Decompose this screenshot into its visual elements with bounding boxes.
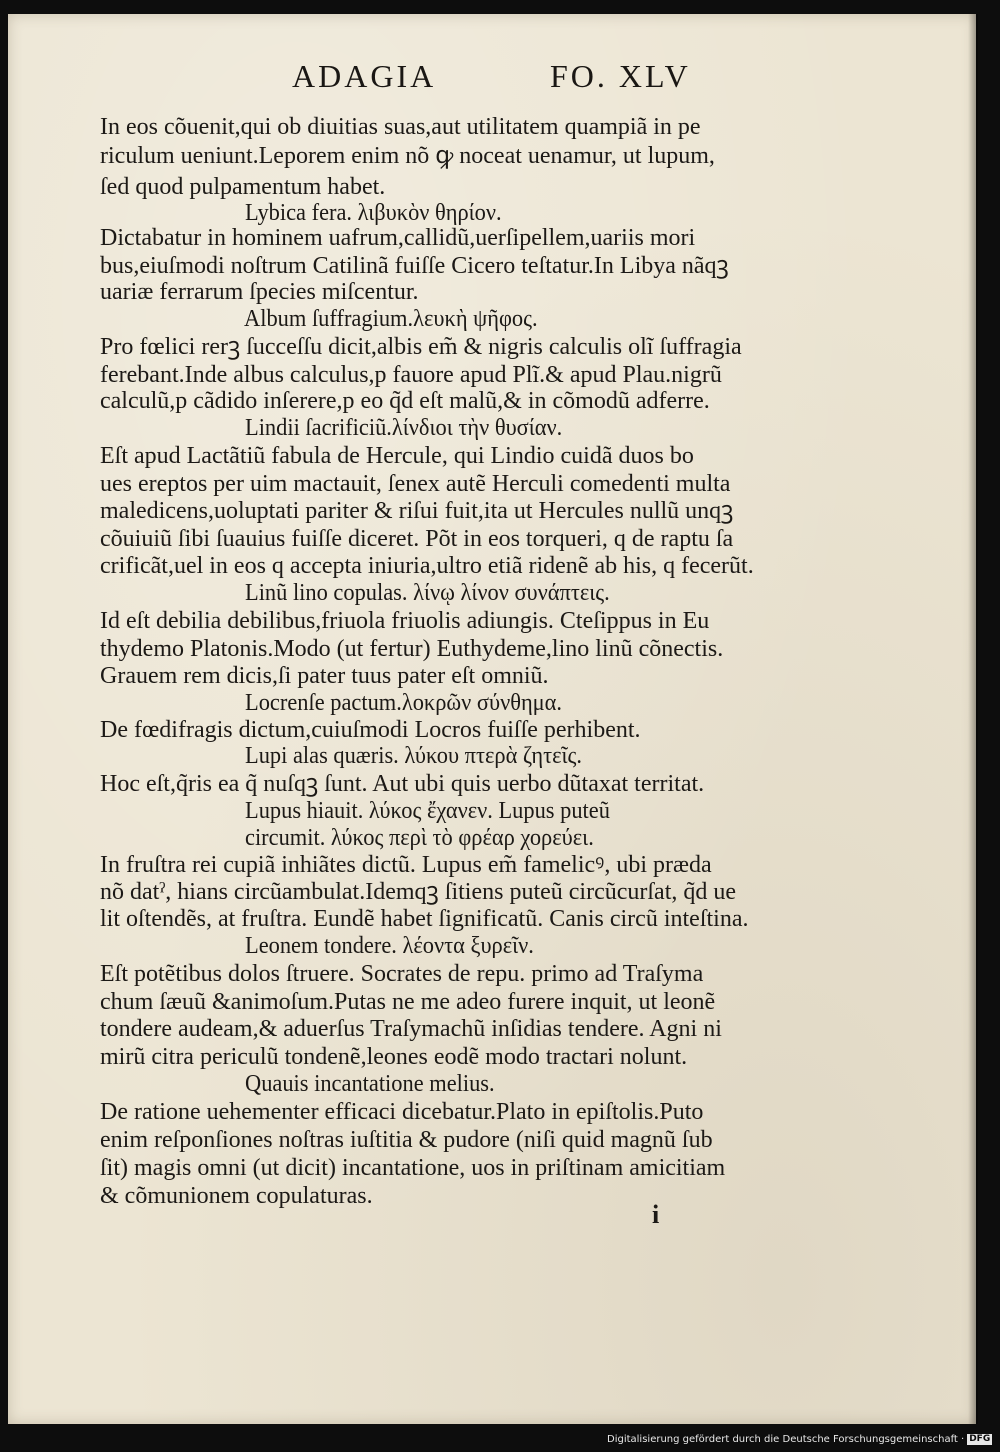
text-line: Locrenſe pactum.λοκρῶν σύνθημα.: [245, 690, 563, 716]
text-line: Eſt potẽtibus dolos ſtruere. Socrates de repu. primo ad Traſyma: [100, 961, 704, 987]
text-line: riculum ueniunt.Leporem enim nõ ꝙ noceat uenamur, ut lupum,: [100, 143, 715, 169]
folio-number: FO. XLV: [550, 58, 691, 94]
signature-mark: i: [652, 1200, 660, 1229]
text-line: tondere audeam,& aduerſus Traſymachũ inſidias tendere. Agni ni: [100, 1016, 722, 1042]
text-line: ſed quod pulpamentum habet.: [100, 174, 386, 200]
text-line: lit oſtendẽs, at fruſtra. Eundẽ habet ſignificatũ. Canis circũ inteſtina.: [100, 906, 749, 932]
text-line: Grauem rem dicis,ſi pater tuus pater eſt omniũ.: [100, 663, 549, 689]
dfg-logo: DFG: [969, 1433, 991, 1444]
text-line: Lybica fera. λιβυκὸν θηρίον.: [245, 200, 502, 226]
text-line: De ratione uehementer efficaci dicebatur.Plato in epiſtolis.Puto: [100, 1099, 704, 1125]
text-line: Leonem tondere. λέοντα ξυρεῖν.: [245, 933, 534, 959]
text-line: bus,eiuſmodi noſtrum Catilinã fuiſſe Cicero teſtatur.In Libya nãqꝫ: [100, 253, 729, 279]
text-line: Id eſt debilia debilibus,friuola friuolis adiungis. Cteſippus in Eu: [100, 608, 710, 634]
text-line: Dictabatur in hominem uafrum,callidũ,uerſipellem,uariis mori: [100, 225, 696, 251]
text-line: ſit) magis omni (ut dicit) incantatione, uos in priſtinam amicitiam: [100, 1155, 726, 1181]
text-line: In fruſtra rei cupiã inhiãtes dictũ. Lupus em̃ famelicꝰ, ubi præda: [100, 852, 712, 878]
text-line: Album ſuffragium.λευκὴ ψῆφος.: [244, 306, 538, 332]
text-line: ues ereptos per uim mactauit, ſenex autẽ Herculi comedenti multa: [100, 471, 731, 497]
text-line: mirũ citra periculũ tondenẽ,leones eodẽ modo tractari nolunt.: [100, 1044, 688, 1070]
text-line: Pro fœlici rerꝫ ſucceſſu dicit,albis em̃ & nigris calculis olĩ ſuffragia: [100, 334, 742, 360]
running-head-title: ADAGIA: [292, 58, 437, 94]
text-line: Lupus hiauit. λύκος ἔχανεν. Lupus puteũ: [245, 798, 610, 824]
text-line: & cõmunionem copulaturas.: [100, 1183, 373, 1209]
text-line: chum ſæuũ &animoſum.Putas ne me adeo furere inquit, ut leonẽ: [100, 989, 716, 1015]
digitization-credit: [607, 1433, 992, 1447]
text-line: maledicens,uoluptati pariter & riſui fuit,ita ut Hercules nullũ unqꝫ: [100, 498, 734, 524]
text-line: cõuiuiũ ſibi ſuauius fuiſſe diceret. Põt in eos torqueri, q de raptu ſa: [100, 526, 734, 552]
text-line: Lindii ſacrificiũ.λίνδιοι τὴν θυσίαν.: [245, 415, 563, 441]
text-line: Quauis incantatione melius.: [245, 1071, 495, 1097]
text-line: calculũ,p cãdido inſerere,p eo q̃d eſt malũ,& in cõmodũ adferre.: [100, 388, 710, 414]
text-line: uariæ ferrarum ſpecies miſcentur.: [100, 279, 419, 305]
text-line: Hoc eſt,q̃ris ea q̃ nuſqꝫ ſunt. Aut ubi quis uerbo dũtaxat territat.: [100, 771, 705, 797]
text-line: enim reſponſiones noſtras iuſtitia & pudore (niſi quid magnũ ſub: [100, 1127, 713, 1153]
text-line: Eſt apud Lactãtiũ fabula de Hercule, qui Lindio cuidã duos bo: [100, 443, 694, 469]
text-line: De fœdifragis dictum,cuiuſmodi Locros fuiſſe perhibent.: [100, 717, 641, 743]
text-line: circumit. λύκος περὶ τὸ φρέαρ χορεύει.: [245, 825, 594, 851]
credit-text: Digitalisierung gefördert durch die Deutsche Forschungsgemeinschaft ·: [607, 1434, 965, 1445]
text-line: nõ datˀ, hians circũambulat.Idemqꝫ ſitiens puteũ circũcurſat, q̃d ue: [100, 879, 737, 905]
text-line: Lupi alas quæris. λύκου πτερὰ ζητεῖς.: [245, 743, 582, 769]
text-line: ferebant.Inde albus calculus,p fauore apud Plĩ.& apud Plau.nigrũ: [100, 362, 722, 388]
text-line: Linũ lino copulas. λίνῳ λίνον συνάπτεις.: [245, 580, 610, 606]
text-line: crificãt,uel in eos q accepta iniuria,ultro etiã ridenẽ ab his, q fecerũt.: [100, 553, 754, 579]
text-line: In eos cõuenit,qui ob diuitias suas,aut utilitatem quampiã in pe: [100, 114, 701, 140]
text-line: thydemo Platonis.Modo (ut fertur) Euthydeme,lino linũ cõnectis.: [100, 636, 724, 662]
